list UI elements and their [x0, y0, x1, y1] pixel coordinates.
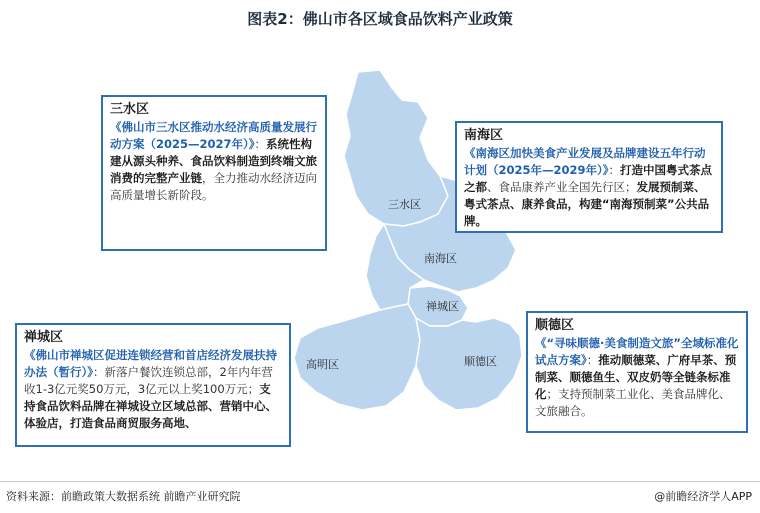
- card-nanhai: [455, 121, 723, 233]
- card-shunde-name: 顺德区: [535, 318, 575, 333]
- card-nanhai-name: 南海区: [464, 128, 504, 143]
- region-gaoming-shape: [294, 304, 420, 410]
- chart-title: 图表2：佛山市各区域食品饮料产业政策: [247, 10, 513, 28]
- card-sanshui-name: 三水区: [110, 102, 150, 117]
- policy-segment: 、食品康养产业全国先行区；: [487, 180, 637, 194]
- policy-segment: 发展预制菜、粤式茶点、康养食品，构建“南海预制菜”公共品牌。: [464, 180, 710, 228]
- card-nanhai-body: [464, 145, 714, 230]
- footer-source: 资料来源：前瞻政策大数据系统 前瞻产业研究院: [6, 490, 241, 503]
- region-label-gaoming: 高明区: [306, 358, 339, 371]
- card-sanshui: [101, 95, 327, 251]
- region-label-shunde: 顺德区: [464, 355, 497, 368]
- card-chancheng-name: 禅城区: [24, 330, 64, 345]
- card-shunde-policy: 《“寻味顺德·美食制造文旅”全域标准化试点方案》: [535, 336, 739, 367]
- policy-segment: 支持食品饮料品牌在禅城设立区域总部、营销中心、体验店，打造食品商贸服务高地、: [24, 382, 277, 430]
- policy-segment: ：: [586, 353, 599, 367]
- card-chancheng: [15, 323, 291, 447]
- policy-segment: ；支持预制菜工业化、美食品牌化、文旅融合。: [535, 387, 731, 418]
- region-label-sanshui: 三水区: [388, 198, 421, 211]
- card-sanshui-policy: 《佛山市三水区推动水经济高质量发展行动方案（2025—2027年）》: [110, 120, 317, 151]
- region-label-chancheng: 禅城区: [426, 300, 459, 313]
- policy-segment: 系统性构建从源头种养、食品饮料制造到终端文旅消费的完整产业链: [110, 137, 317, 185]
- card-chancheng-policy: 《佛山市禅城区促进连锁经营和首店经济发展扶持办法（暂行）》: [24, 348, 277, 379]
- footer-brand: @前瞻经济学人APP: [654, 490, 752, 503]
- card-shunde-body: [535, 335, 739, 420]
- card-shunde: [526, 311, 748, 433]
- policy-segment: ：: [254, 137, 267, 151]
- card-nanhai-policy: 《南海区加快美食产业发展及品牌建设五年行动计划（2025年—2029年）》: [464, 146, 706, 177]
- policy-segment: 打造中国粤式茶点之都: [464, 163, 713, 194]
- card-chancheng-body: [24, 347, 282, 432]
- policy-segment: 推动顺德菜、广府早茶、预制菜、顺德鱼生、双皮奶等全链条标准化: [535, 353, 737, 401]
- card-sanshui-body: [110, 119, 318, 204]
- region-label-nanhai: 南海区: [424, 252, 457, 265]
- footer-divider: [0, 481, 760, 482]
- policy-segment: ：: [608, 163, 621, 177]
- policy-segment: ：新落户餐饮连锁总部，2年内年营收1-3亿元奖50万元，3亿元以上奖100万元；: [24, 365, 273, 396]
- policy-segment: ，全力推动水经济迈向高质量增长新阶段。: [110, 171, 317, 202]
